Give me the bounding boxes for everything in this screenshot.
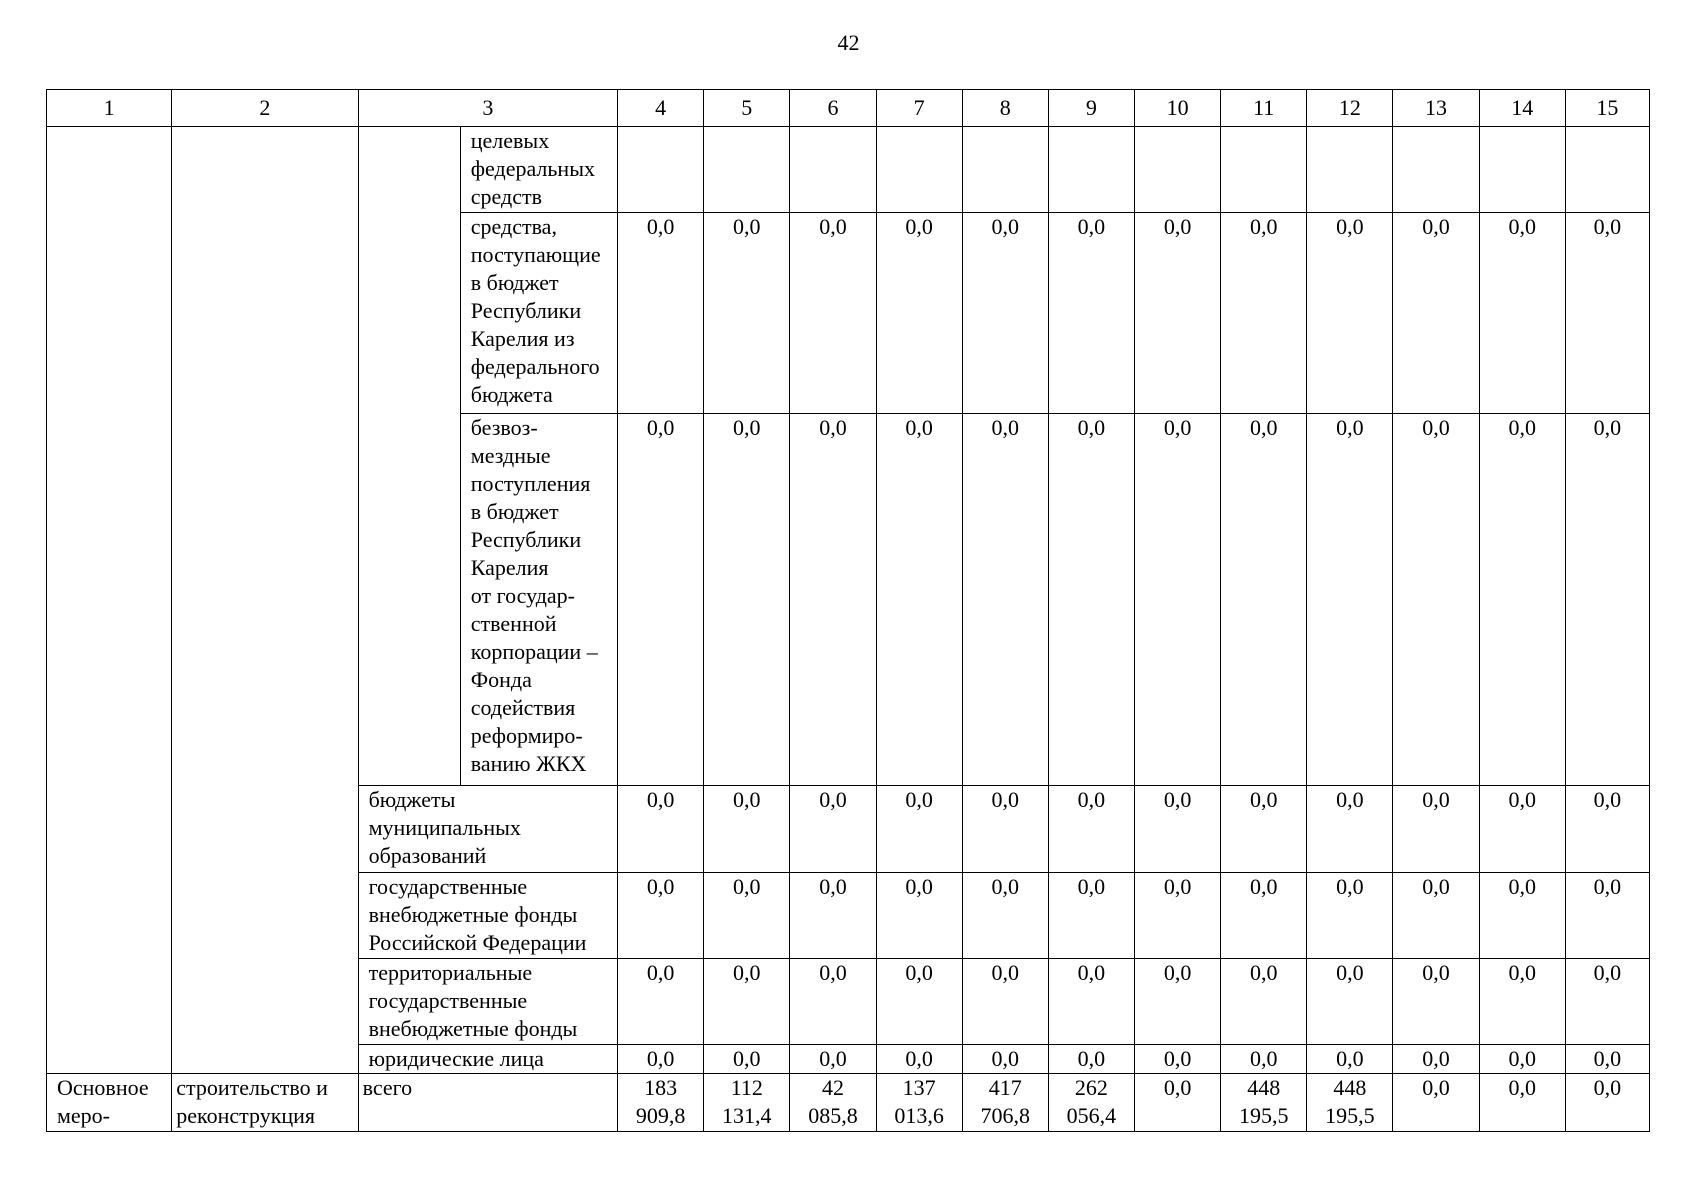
measure-type-cell: Основное меро-: [47, 1074, 172, 1132]
value-cell: 0,0: [962, 414, 1048, 786]
value-cell: 0,0: [704, 414, 790, 786]
value-cell: 0,0: [1565, 213, 1649, 414]
value-cell: 448 195,5: [1307, 1074, 1393, 1132]
value-cell: 0,0: [1479, 213, 1565, 414]
value-cell: 0,0: [1565, 959, 1649, 1045]
value-cell: [790, 127, 876, 213]
value-cell: 0,0: [876, 1045, 962, 1074]
measure-name-cell: строительство и реконструкция: [172, 1074, 358, 1132]
value-cell: 0,0: [790, 873, 876, 959]
value-cell: 0,0: [1393, 959, 1479, 1045]
value-cell: 0,0: [618, 786, 704, 873]
value-cell: 0,0: [1048, 1045, 1134, 1074]
value-cell: 0,0: [1565, 1074, 1649, 1132]
column-header: 4: [618, 90, 704, 127]
value-cell: 0,0: [876, 959, 962, 1045]
column-header: 5: [704, 90, 790, 127]
row-label: бюджеты муниципальных образований: [358, 786, 617, 873]
value-cell: 0,0: [1307, 414, 1393, 786]
value-cell: 0,0: [1393, 414, 1479, 786]
row-label: государственные внебюджетные фонды Российской Федерации: [358, 873, 617, 959]
value-cell: 0,0: [704, 873, 790, 959]
value-cell: 0,0: [876, 873, 962, 959]
value-cell: 0,0: [1307, 959, 1393, 1045]
value-cell: 0,0: [1479, 414, 1565, 786]
value-cell: 0,0: [1048, 786, 1134, 873]
row-label: юридические лица: [358, 1045, 617, 1074]
value-cell: 0,0: [1307, 1045, 1393, 1074]
column-header: 9: [1048, 90, 1134, 127]
value-cell: 0,0: [1221, 959, 1307, 1045]
value-cell: 0,0: [618, 873, 704, 959]
value-cell: 0,0: [876, 786, 962, 873]
value-cell: 0,0: [962, 873, 1048, 959]
value-cell: 0,0: [1221, 213, 1307, 414]
value-cell: 0,0: [1221, 414, 1307, 786]
value-cell: [962, 127, 1048, 213]
value-cell: 0,0: [704, 786, 790, 873]
value-cell: 42 085,8: [790, 1074, 876, 1132]
value-cell: 0,0: [1134, 213, 1220, 414]
column-header: 11: [1221, 90, 1307, 127]
value-cell: 0,0: [1479, 1074, 1565, 1132]
value-cell: 0,0: [790, 786, 876, 873]
value-cell: 0,0: [1479, 959, 1565, 1045]
value-cell: 0,0: [618, 1045, 704, 1074]
value-cell: 0,0: [1048, 959, 1134, 1045]
value-cell: 137 013,6: [876, 1074, 962, 1132]
value-cell: 0,0: [962, 213, 1048, 414]
value-cell: 0,0: [876, 213, 962, 414]
column-header: 6: [790, 90, 876, 127]
value-cell: 0,0: [790, 414, 876, 786]
column-header: 1: [47, 90, 172, 127]
value-cell: 417 706,8: [962, 1074, 1048, 1132]
row-label: средства, поступающие в бюджет Республики Карелия из федерального бюджета: [460, 213, 617, 414]
value-cell: 0,0: [1393, 1045, 1479, 1074]
column-header: 14: [1479, 90, 1565, 127]
value-cell: 0,0: [1134, 786, 1220, 873]
value-cell: 0,0: [1048, 414, 1134, 786]
value-cell: 112 131,4: [704, 1074, 790, 1132]
value-cell: 0,0: [1565, 786, 1649, 873]
value-cell: [618, 127, 704, 213]
page-number: 42: [837, 30, 860, 55]
value-cell: 0,0: [1221, 873, 1307, 959]
value-cell: 0,0: [1307, 213, 1393, 414]
value-cell: 0,0: [790, 959, 876, 1045]
value-cell: 0,0: [618, 959, 704, 1045]
value-cell: 0,0: [704, 959, 790, 1045]
value-cell: 0,0: [1134, 1045, 1220, 1074]
value-cell: 0,0: [1307, 786, 1393, 873]
value-cell: 448 195,5: [1221, 1074, 1307, 1132]
value-cell: 0,0: [1134, 1074, 1220, 1132]
value-cell: 183 909,8: [618, 1074, 704, 1132]
column-header: 15: [1565, 90, 1649, 127]
value-cell: 0,0: [618, 414, 704, 786]
value-cell: 262 056,4: [1048, 1074, 1134, 1132]
value-cell: 0,0: [1134, 959, 1220, 1045]
value-cell: 0,0: [1048, 873, 1134, 959]
value-cell: 0,0: [962, 959, 1048, 1045]
value-cell: 0,0: [1479, 873, 1565, 959]
value-cell: 0,0: [790, 213, 876, 414]
column-header: 7: [876, 90, 962, 127]
value-cell: 0,0: [1134, 414, 1220, 786]
row-label: территориальные государственные внебюджетные фонды: [358, 959, 617, 1045]
value-cell: [1134, 127, 1220, 213]
value-cell: 0,0: [1479, 786, 1565, 873]
value-cell: 0,0: [1393, 1074, 1479, 1132]
row-label: безвоз- мездные поступления в бюджет Республики Карелия от государ- ственной корпорации – Фонда содействия реформиро- ванию ЖКХ: [460, 414, 617, 786]
cell-col2-empty: [172, 127, 358, 1074]
column-header: 8: [962, 90, 1048, 127]
value-cell: 0,0: [1134, 873, 1220, 959]
column-number-row: [47, 90, 1650, 127]
cell-col1-empty: [47, 127, 172, 1074]
value-cell: 0,0: [790, 1045, 876, 1074]
value-cell: [1479, 127, 1565, 213]
value-cell: 0,0: [1307, 873, 1393, 959]
value-cell: [1307, 127, 1393, 213]
value-cell: 0,0: [1479, 1045, 1565, 1074]
value-cell: 0,0: [1048, 213, 1134, 414]
value-cell: [1565, 127, 1649, 213]
value-cell: [1393, 127, 1479, 213]
value-cell: 0,0: [618, 213, 704, 414]
value-cell: 0,0: [1221, 1045, 1307, 1074]
row-label: целевых федеральных средств: [460, 127, 617, 213]
value-cell: 0,0: [704, 213, 790, 414]
table-row: [47, 127, 1650, 213]
value-cell: 0,0: [876, 414, 962, 786]
value-cell: 0,0: [1393, 213, 1479, 414]
value-cell: 0,0: [1393, 786, 1479, 873]
value-cell: 0,0: [962, 1045, 1048, 1074]
table-row: [47, 1074, 1650, 1132]
value-cell: 0,0: [962, 786, 1048, 873]
value-cell: 0,0: [1565, 1045, 1649, 1074]
column-header: 13: [1393, 90, 1479, 127]
value-cell: [1221, 127, 1307, 213]
value-cell: [876, 127, 962, 213]
row-label: всего: [358, 1074, 617, 1132]
column-header: 3: [358, 90, 617, 127]
budget-table: [46, 89, 1650, 1132]
value-cell: 0,0: [704, 1045, 790, 1074]
value-cell: 0,0: [1565, 414, 1649, 786]
column-header: 10: [1134, 90, 1220, 127]
cell-col3-indent: [358, 127, 460, 786]
column-header: 2: [172, 90, 358, 127]
value-cell: [704, 127, 790, 213]
value-cell: 0,0: [1221, 786, 1307, 873]
value-cell: [1048, 127, 1134, 213]
value-cell: 0,0: [1565, 873, 1649, 959]
value-cell: 0,0: [1393, 873, 1479, 959]
column-header: 12: [1307, 90, 1393, 127]
